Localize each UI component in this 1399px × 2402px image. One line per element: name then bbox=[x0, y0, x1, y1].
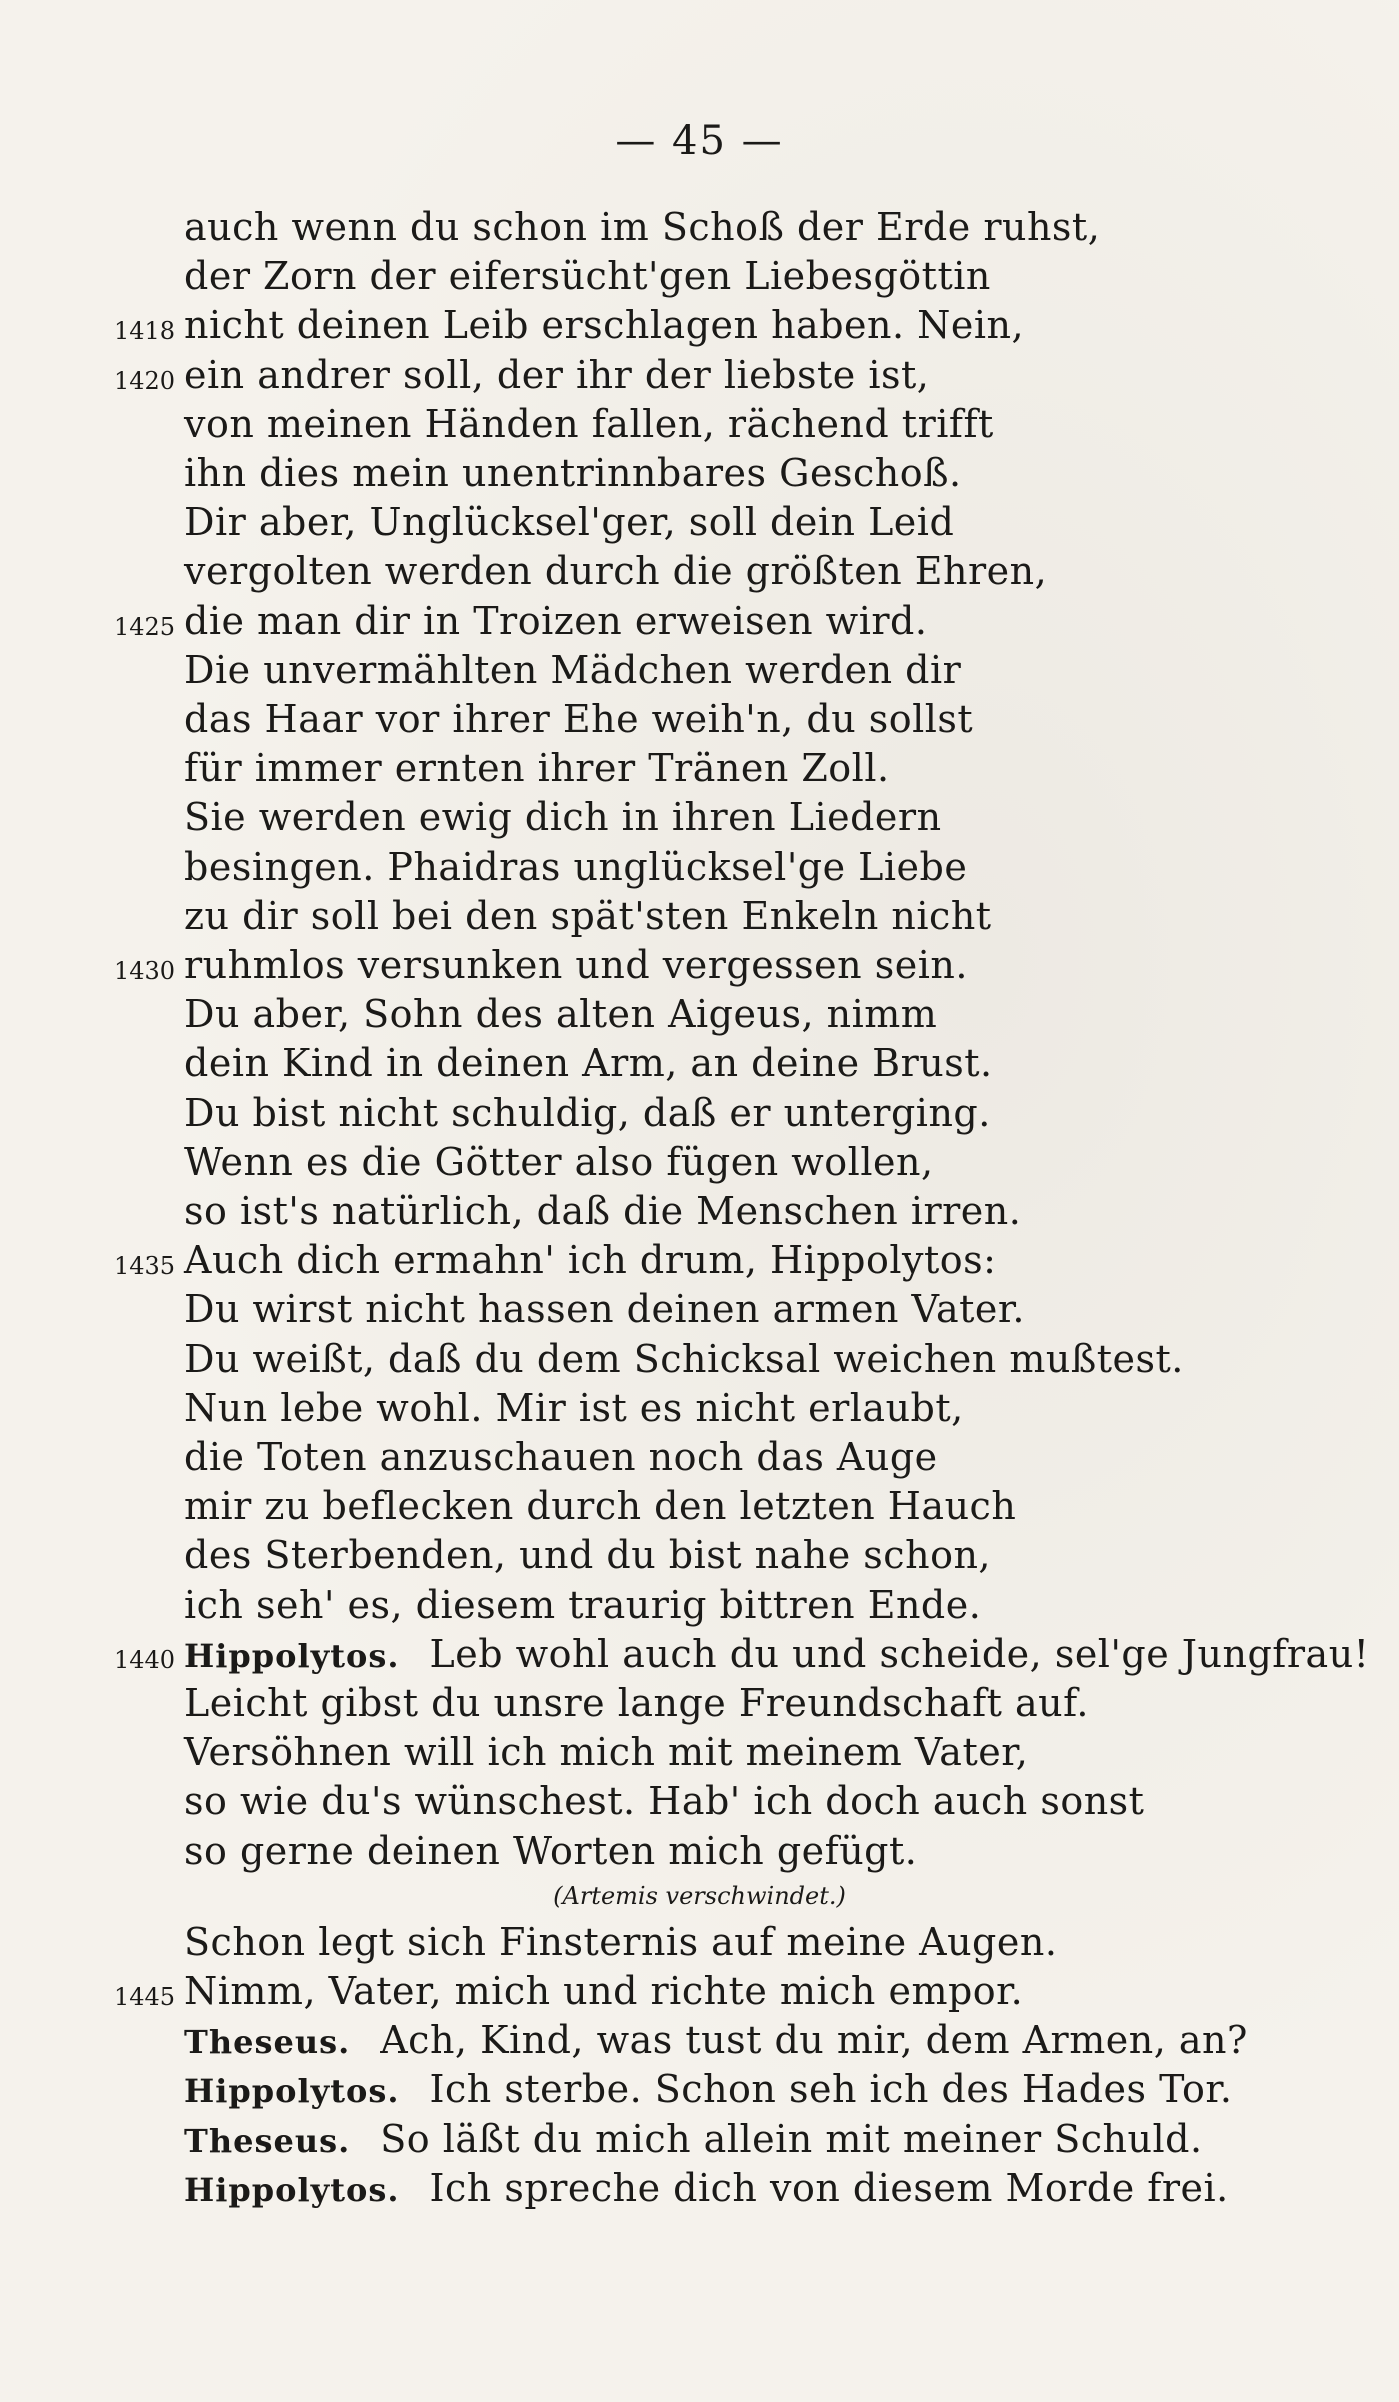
verse-words: ich seh' es, diesem traurig bittren Ende. bbox=[184, 1582, 982, 1627]
verse-words: Ach, Kind, was tust du mir, dem Armen, an? bbox=[380, 2018, 1248, 2063]
line-number: 1440 bbox=[114, 1645, 176, 1674]
verse-words: ein andrer soll, der ihr der liebste ist, bbox=[184, 352, 930, 397]
verse-text-line bbox=[184, 402, 994, 446]
page-number: — 45 — bbox=[615, 118, 784, 164]
verse-words: Sie werden ewig dich in ihren Liedern bbox=[184, 795, 942, 840]
verse-text-line bbox=[184, 1287, 1025, 1331]
verse-line bbox=[0, 894, 1399, 944]
verse-words: Auch dich ermahn' ich drum, Hippolytos: bbox=[184, 1238, 997, 1283]
verse-line bbox=[0, 1969, 1399, 2019]
verse-text-line bbox=[184, 1681, 1089, 1725]
line-number: 1418 bbox=[114, 317, 176, 346]
line-number: 1435 bbox=[114, 1252, 176, 1281]
verse-line bbox=[0, 1386, 1399, 1436]
verse-words: von meinen Händen fallen, rächend trifft bbox=[184, 401, 994, 446]
verse-line bbox=[0, 2117, 1399, 2167]
verse-text-line bbox=[184, 1779, 1144, 1823]
verse-text-line bbox=[184, 2018, 1248, 2062]
verse-text-line bbox=[184, 845, 967, 889]
verse-line bbox=[0, 402, 1399, 452]
verse-text-line bbox=[184, 697, 973, 741]
verse-text-line bbox=[184, 1091, 991, 1135]
verse-words: die Toten anzuschauen noch das Auge bbox=[184, 1435, 938, 1479]
verse-line bbox=[0, 599, 1399, 649]
verse-words: so gerne deinen Worten mich gefügt. bbox=[184, 1828, 918, 1873]
verse-text-line bbox=[184, 1189, 1021, 1233]
speaker-name: Hippolytos. bbox=[184, 1636, 400, 1675]
verse-text-line bbox=[184, 1386, 964, 1430]
verse-words: vergolten werden durch die größten Ehren, bbox=[184, 549, 1048, 594]
verse-text-line bbox=[184, 1337, 1184, 1381]
verse-line bbox=[0, 451, 1399, 501]
verse-text-line bbox=[184, 254, 991, 298]
verse-line bbox=[0, 254, 1399, 304]
verse-words: die man dir in Troizen erweisen wird. bbox=[184, 598, 928, 643]
verse-line bbox=[0, 648, 1399, 698]
verse-words: Ich spreche dich von diesem Morde frei. bbox=[429, 2165, 1229, 2210]
verse-words: Dir aber, Unglücksel'ger, soll dein Leid bbox=[184, 500, 955, 545]
verse-words: besingen. Phaidras unglücksel'ge Liebe bbox=[184, 844, 968, 889]
verse-line bbox=[0, 992, 1399, 1042]
verse-words: Wenn es die Götter also fügen wollen, bbox=[184, 1139, 934, 1184]
verse-words: auch wenn du schon im Schoß der Erde ruhst, bbox=[184, 205, 1101, 249]
verse-text-line bbox=[184, 1533, 991, 1577]
verse-line bbox=[0, 697, 1399, 747]
verse-words: Du aber, Sohn des alten Aigeus, nimm bbox=[184, 992, 938, 1037]
verse-words: Nimm, Vater, mich und richte mich empor. bbox=[184, 1969, 1024, 2013]
verse-line bbox=[0, 1435, 1399, 1485]
verse-line bbox=[0, 2067, 1399, 2117]
verse-text-line bbox=[184, 2117, 1203, 2161]
verse-text-line bbox=[184, 353, 929, 397]
verse-words: ruhmlos versunken und vergessen sein. bbox=[184, 943, 968, 987]
verse-line bbox=[0, 1681, 1399, 1731]
verse-text-line bbox=[184, 303, 1024, 347]
verse-text-line bbox=[184, 1583, 981, 1627]
verse-line bbox=[0, 549, 1399, 599]
speaker-name: Theseus. bbox=[184, 2023, 351, 2062]
verse-text-line bbox=[184, 1435, 938, 1479]
verse-line bbox=[0, 1287, 1399, 1337]
verse-line bbox=[0, 2166, 1399, 2216]
verse-line bbox=[0, 1140, 1399, 1190]
verse-line bbox=[0, 2018, 1399, 2068]
verse-text-line bbox=[184, 549, 1047, 593]
verse-text-line bbox=[184, 1730, 1028, 1774]
verse-line bbox=[0, 1337, 1399, 1387]
verse-line bbox=[0, 1189, 1399, 1239]
verse-words: Ich sterbe. Schon seh ich des Hades Tor. bbox=[429, 2067, 1233, 2112]
verse-text-line bbox=[184, 599, 927, 643]
verse-line bbox=[0, 746, 1399, 796]
verse-line bbox=[0, 845, 1399, 895]
verse-text-line bbox=[184, 2067, 1232, 2111]
verse-words: mir zu beflecken durch den letzten Hauch bbox=[184, 1484, 1017, 1529]
line-number: 1425 bbox=[114, 612, 176, 641]
verse-line bbox=[0, 1583, 1399, 1633]
verse-words: des Sterbenden, und du bist nahe schon, bbox=[184, 1533, 991, 1578]
verse-words: So läßt du mich allein mit meiner Schuld. bbox=[380, 2116, 1203, 2161]
verse-text-line bbox=[184, 2166, 1229, 2210]
verse-text-line bbox=[184, 1140, 934, 1184]
verse-words: das Haar vor ihrer Ehe weih'n, du sollst bbox=[184, 697, 974, 741]
verse-line bbox=[0, 1091, 1399, 1141]
verse-line bbox=[0, 1632, 1399, 1682]
verse-text-line bbox=[184, 894, 992, 938]
verse-line bbox=[0, 205, 1399, 255]
verse-words: zu dir soll bei den spät'sten Enkeln nicht bbox=[184, 893, 992, 938]
stage-direction: (Artemis verschwindet.) bbox=[553, 1881, 846, 1910]
verse-line bbox=[0, 795, 1399, 845]
verse-text-line bbox=[184, 1484, 1016, 1528]
verse-words: Du weißt, daß du dem Schicksal weichen mußtest. bbox=[184, 1336, 1184, 1381]
verse-text-line bbox=[184, 1829, 917, 1873]
verse-words: so wie du's wünschest. Hab' ich doch auch sonst bbox=[184, 1779, 1145, 1824]
verse-text-line bbox=[184, 648, 961, 692]
speaker-name: Hippolytos. bbox=[184, 2072, 400, 2111]
line-number: 1445 bbox=[114, 1983, 176, 2011]
verse-line bbox=[0, 1238, 1399, 1288]
line-number: 1420 bbox=[114, 366, 176, 395]
verse-text-line bbox=[184, 746, 890, 790]
verse-words: Du bist nicht schuldig, daß er unterging. bbox=[184, 1090, 991, 1135]
verse-line bbox=[0, 1484, 1399, 1534]
verse-line bbox=[0, 500, 1399, 550]
verse-text-line bbox=[184, 1920, 1057, 1964]
verse-text-line bbox=[184, 992, 937, 1036]
verse-line bbox=[0, 303, 1399, 353]
verse-words: so ist's natürlich, daß die Menschen irren. bbox=[184, 1189, 1022, 1233]
verse-words: für immer ernten ihrer Tränen Zoll. bbox=[184, 746, 890, 791]
verse-text-line bbox=[184, 1969, 1023, 2013]
verse-text-line bbox=[184, 1041, 993, 1085]
verse-words: Leb wohl auch du und scheide, sel'ge Jungfrau! bbox=[429, 1631, 1370, 1676]
verse-line bbox=[0, 943, 1399, 993]
speaker-name: Theseus. bbox=[184, 2121, 351, 2160]
verse-words: der Zorn der eifersücht'gen Liebesgöttin bbox=[184, 254, 991, 299]
verse-words: Versöhnen will ich mich mit meinem Vater, bbox=[184, 1730, 1029, 1775]
verse-line bbox=[0, 1041, 1399, 1091]
verse-text-line bbox=[184, 451, 962, 495]
verse-text-line bbox=[184, 1238, 996, 1282]
verse-text-line bbox=[184, 1632, 1369, 1676]
verse-words: dein Kind in deinen Arm, an deine Brust. bbox=[184, 1041, 993, 1086]
verse-text-line bbox=[184, 943, 968, 987]
verse-line bbox=[0, 1920, 1399, 1970]
verse-words: Du wirst nicht hassen deinen armen Vater. bbox=[184, 1287, 1025, 1332]
verse-text-line bbox=[184, 795, 942, 839]
speaker-name: Hippolytos. bbox=[184, 2170, 400, 2209]
verse-words: Leicht gibst du unsre lange Freundschaft auf. bbox=[184, 1681, 1089, 1725]
verse-line bbox=[0, 1779, 1399, 1829]
verse-text-line bbox=[184, 500, 954, 544]
verse-words: Schon legt sich Finsternis auf meine Augen. bbox=[184, 1919, 1058, 1964]
verse-text-line bbox=[184, 205, 1100, 249]
verse-line bbox=[0, 353, 1399, 403]
verse-line bbox=[0, 1829, 1399, 1879]
verse-words: ihn dies mein unentrinnbares Geschoß. bbox=[184, 451, 962, 495]
verse-line bbox=[0, 1730, 1399, 1780]
line-number: 1430 bbox=[114, 957, 176, 985]
verse-line bbox=[0, 1533, 1399, 1583]
verse-words: Die unvermählten Mädchen werden dir bbox=[184, 647, 962, 692]
verse-words: nicht deinen Leib erschlagen haben. Nein, bbox=[184, 303, 1025, 348]
verse-words: Nun lebe wohl. Mir ist es nicht erlaubt, bbox=[184, 1385, 964, 1430]
